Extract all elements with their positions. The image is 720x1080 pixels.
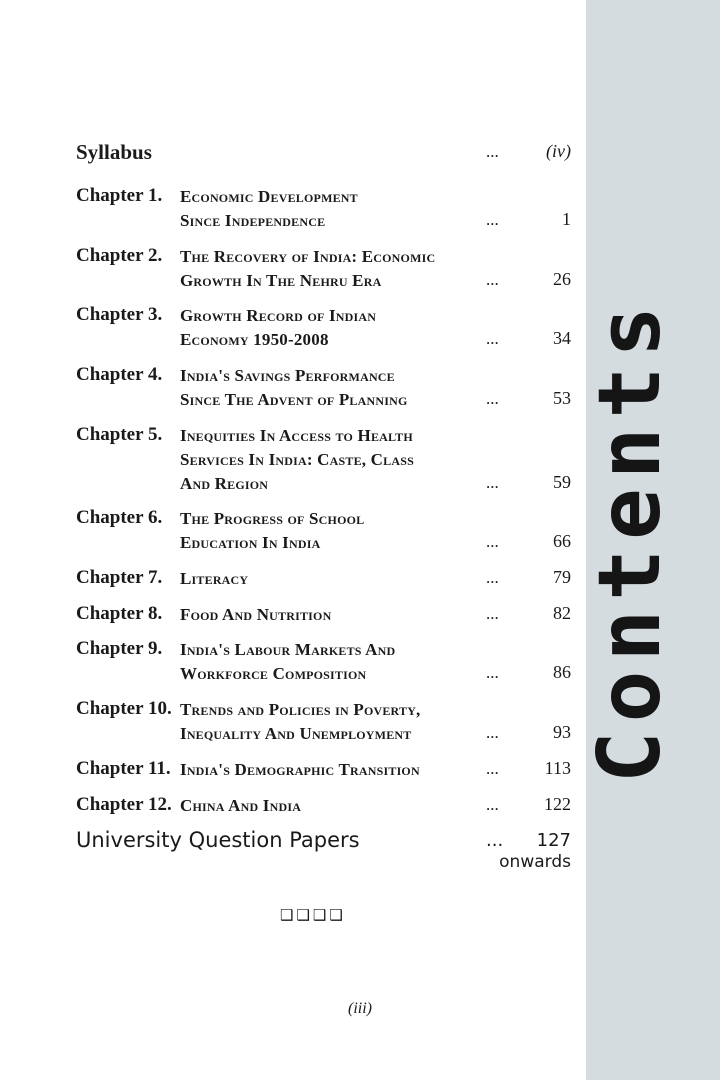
page-number: 53 [553, 388, 571, 408]
chapter-title [180, 304, 470, 352]
chapter-title [180, 758, 470, 782]
chapter-title-line: India's Demographic Transition [180, 760, 420, 779]
leader-dots: ... [486, 759, 499, 778]
page-number: 26 [553, 269, 571, 289]
chapter-label: Chapter 10. [76, 698, 172, 719]
chapter-title-line: China And India [180, 796, 302, 815]
leader-dots: ... [486, 389, 499, 408]
page-number: 59 [553, 472, 571, 492]
chapter-title-line: Services In India: Caste, Class [180, 450, 414, 469]
leader-dots: ... [486, 568, 499, 587]
page-number: 1 [562, 209, 571, 229]
chapter-label: Chapter 2. [76, 245, 163, 266]
leader-dots: ... [486, 210, 499, 229]
page-number: 34 [553, 328, 571, 348]
page-number: 79 [553, 567, 571, 587]
chapter-title-line: And Region [180, 474, 269, 493]
page-number: (iv) [546, 141, 571, 161]
page-number: 122 [544, 794, 571, 814]
leader-dots: ... [486, 830, 504, 851]
chapter-title-line: Growth In The Nehru Era [180, 271, 382, 290]
chapter-title-line: Trends and Policies in Poverty, [180, 700, 421, 719]
leader-dots: ... [486, 329, 499, 348]
leader-dots: ... [486, 795, 499, 814]
chapter-title-line: Inequities In Access to Health [180, 426, 413, 445]
chapter-label: Chapter 1. [76, 185, 163, 206]
chapter-label: Chapter 6. [76, 507, 163, 528]
leader-dots: ... [486, 604, 499, 623]
page-number: 66 [553, 531, 571, 551]
chapter-title-line: The Progress of School [180, 509, 365, 528]
chapter-title [180, 698, 470, 746]
leader-dots: ... [486, 142, 499, 161]
page-number: 86 [553, 662, 571, 682]
chapter-label: Chapter 12. [76, 794, 172, 815]
page-number: 113 [544, 758, 571, 778]
leader-dots: ... [486, 532, 499, 551]
chapter-title [180, 507, 470, 555]
chapter-label: Chapter 8. [76, 603, 163, 624]
leader-dots: ... [486, 663, 499, 682]
leader-dots: ... [486, 723, 499, 742]
leader-dots: ... [486, 473, 499, 492]
chapter-title [180, 794, 470, 818]
page-number: 82 [553, 603, 571, 623]
chapter-title [180, 603, 470, 627]
chapter-label: Chapter 5. [76, 424, 163, 445]
chapter-title [180, 638, 470, 686]
chapter-label: Chapter 3. [76, 304, 163, 325]
chapter-title-line: Growth Record of Indian [180, 306, 377, 325]
entry-label: Syllabus [76, 140, 152, 164]
chapter-title [180, 364, 470, 412]
chapter-title-line: Education In India [180, 533, 321, 552]
chapter-title-line: Since The Advent of Planning [180, 390, 408, 409]
chapter-label: Chapter 4. [76, 364, 163, 385]
end-ornament: ❑❑❑❑ [280, 906, 346, 924]
chapter-title-line: Inequality And Unemployment [180, 724, 412, 743]
page-number: 127 [536, 830, 571, 851]
chapter-title [180, 424, 470, 496]
chapter-title-line: Literacy [180, 569, 249, 588]
chapter-title-line: Economic Development [180, 187, 358, 206]
chapter-title [180, 567, 470, 591]
chapter-label: Chapter 11. [76, 758, 171, 779]
chapter-title-line: Economy 1950-2008 [180, 330, 329, 349]
chapter-title-line: The Recovery of India: Economic [180, 247, 436, 266]
leader-dots: ... [486, 270, 499, 289]
chapter-title-line: Food And Nutrition [180, 605, 332, 624]
page-folio: (iii) [348, 1000, 372, 1017]
chapter-label: Chapter 7. [76, 567, 163, 588]
chapter-title [180, 245, 470, 293]
side-title: Contents [580, 296, 680, 784]
chapter-title [180, 185, 470, 233]
chapter-label: Chapter 9. [76, 638, 163, 659]
entry-label: University Question Papers [76, 828, 360, 852]
page-number-suffix: onwards [499, 852, 571, 872]
chapter-title-line: Workforce Composition [180, 664, 367, 683]
chapter-title-line: India's Savings Performance [180, 366, 395, 385]
chapter-title-line: India's Labour Markets And [180, 640, 396, 659]
chapter-title-line: Since Independence [180, 211, 326, 230]
page-number: 93 [553, 722, 571, 742]
